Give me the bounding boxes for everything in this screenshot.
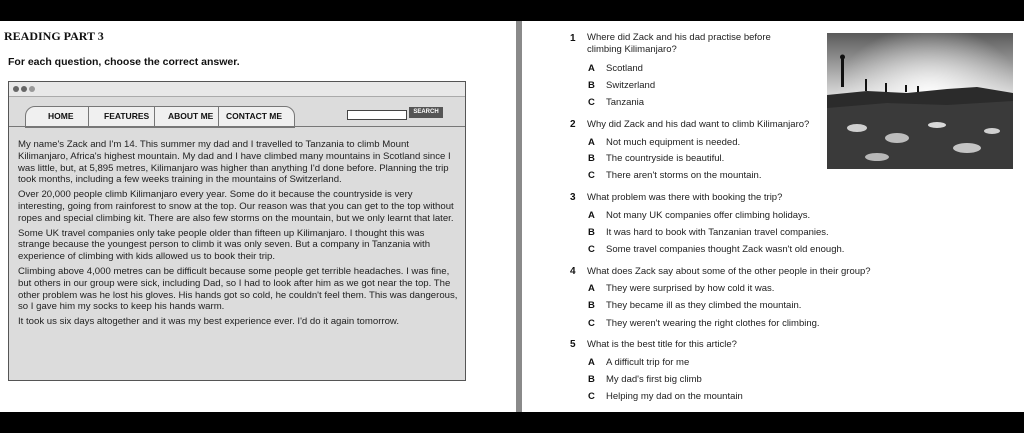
option-text[interactable]: The countryside is beautiful. bbox=[606, 153, 725, 164]
nav-divider bbox=[88, 107, 89, 127]
option-text[interactable]: Tanzania bbox=[606, 97, 645, 108]
option-letter: B bbox=[588, 300, 595, 311]
search-button[interactable]: SEARCH bbox=[409, 107, 443, 118]
option-letter: A bbox=[588, 357, 595, 368]
article-body bbox=[18, 139, 458, 331]
article-paragraph: My name's Zack and I'm 14. This summer my dad and I travelled to Tanzania to climb Mount Kilimanjaro, Africa's highest mountain. My dad and I have climbed many mountains in Scotland since I was little, but, at 5,895 metres, Kilimanjaro was higher than anything I'd done before. Planning the trip took months, including a few weeks training in the mountains of Switzerland. bbox=[18, 139, 451, 186]
question-number: 3 bbox=[570, 192, 576, 203]
nav-home[interactable]: HOME bbox=[48, 111, 74, 121]
option-letter: C bbox=[588, 170, 595, 181]
option-letter: C bbox=[588, 318, 595, 329]
part-title: READING PART 3 bbox=[4, 29, 104, 43]
option-letter: B bbox=[588, 374, 595, 385]
window-dot-icon bbox=[29, 86, 35, 92]
nav-underline bbox=[9, 126, 465, 127]
option-letter: A bbox=[588, 63, 595, 74]
question-text: Why did Zack and his dad want to climb Kilimanjaro? bbox=[587, 119, 810, 130]
nav-about-me[interactable]: ABOUT ME bbox=[168, 111, 214, 121]
option-text[interactable]: They became ill as they climbed the mountain. bbox=[606, 300, 802, 311]
instruction: For each question, choose the correct answer. bbox=[8, 56, 240, 68]
option-text[interactable]: It was hard to book with Tanzanian travel companies. bbox=[606, 227, 829, 238]
option-text[interactable]: There aren't storms on the mountain. bbox=[606, 170, 762, 181]
option-letter: B bbox=[588, 227, 595, 238]
question-number: 2 bbox=[570, 119, 576, 130]
nav-bar bbox=[25, 106, 295, 128]
article-paragraph: Some UK travel companies only take people older than fifteen up Kilimanjaro. I thought this was strange because the youngest person to climb it was only seven. But a company in Tanzania with experience of climbing with kids allowed us to book their trip. bbox=[18, 227, 431, 263]
question-number: 4 bbox=[570, 266, 576, 277]
window-dot-icon bbox=[21, 86, 27, 92]
left-page bbox=[0, 21, 516, 412]
question-number: 1 bbox=[570, 33, 576, 44]
search-input[interactable] bbox=[347, 110, 407, 120]
question-text: What does Zack say about some of the other people in their group? bbox=[587, 266, 871, 277]
option-text[interactable]: Scotland bbox=[606, 63, 643, 74]
option-text[interactable]: Switzerland bbox=[606, 80, 656, 91]
article-paragraph: Climbing above 4,000 metres can be difficult because some people get terrible headaches. I was fine, but others in our group were sick, including Dad, so I had to look after him as we got near the top. The other problem was he lost his gloves. His hands got so cold, he couldn't feel them. This was dangerous, so I gave him my socks to keep his hands warm. bbox=[18, 265, 458, 313]
question-text: Where did Zack and his dad practise before climbing Kilimanjaro? bbox=[587, 32, 771, 55]
window-dot-icon bbox=[13, 86, 19, 92]
nav-divider bbox=[154, 107, 155, 127]
nav-features[interactable]: FEATURES bbox=[104, 111, 150, 121]
nav-divider bbox=[218, 107, 219, 127]
option-letter: C bbox=[588, 391, 595, 402]
browser-mockup bbox=[8, 81, 466, 381]
option-text[interactable]: Some travel companies thought Zack wasn't old enough. bbox=[606, 244, 845, 255]
option-letter: B bbox=[588, 153, 595, 164]
question-text: What problem was there with booking the trip? bbox=[587, 192, 783, 203]
option-text[interactable]: They were surprised by how cold it was. bbox=[606, 283, 775, 294]
option-text[interactable]: Not much equipment is needed. bbox=[606, 137, 741, 148]
option-text[interactable]: My dad's first big climb bbox=[606, 374, 702, 385]
option-letter: A bbox=[588, 137, 595, 148]
option-text[interactable]: Helping my dad on the mountain bbox=[606, 391, 743, 402]
option-letter: C bbox=[588, 244, 595, 255]
nav-contact-me[interactable]: CONTACT ME bbox=[226, 111, 283, 121]
mountain-photo bbox=[827, 33, 1013, 169]
option-letter: B bbox=[588, 80, 595, 91]
option-letter: A bbox=[588, 283, 595, 294]
option-text[interactable]: Not many UK companies offer climbing holidays. bbox=[606, 210, 811, 221]
question-text: What is the best title for this article? bbox=[587, 339, 737, 350]
right-page bbox=[522, 21, 1024, 412]
question-number: 5 bbox=[570, 339, 576, 350]
option-letter: A bbox=[588, 210, 595, 221]
article-paragraph: It took us six days altogether and it was my best experience ever. I'd do it again tomorrow. bbox=[18, 316, 399, 328]
option-text[interactable]: They weren't wearing the right clothes for climbing. bbox=[606, 318, 820, 329]
option-text[interactable]: A difficult trip for me bbox=[606, 357, 690, 368]
option-letter: C bbox=[588, 97, 595, 108]
browser-topbar bbox=[9, 82, 465, 97]
article-paragraph: Over 20,000 people climb Kilimanjaro every year. Some do it because the countryside is very interesting, going from rainforest to snow at the top. Our reason was that you can get to the top without ropes and special climbing kit. There are also few storms on the mountain, but we only learnt that later. bbox=[18, 189, 454, 224]
